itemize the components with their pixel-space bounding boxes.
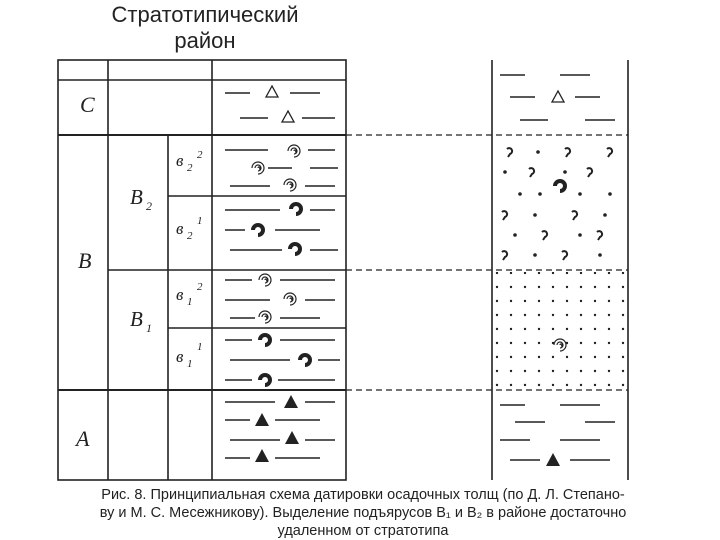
black-shell-icon [251,223,265,237]
layer-b-label: B [78,248,92,273]
zone-b2-1-pattern [225,210,338,250]
black-shell-icon [288,242,302,256]
layer-c-pattern-left [225,93,335,118]
black-shell-icon [298,353,312,367]
black-shell-icon [289,202,303,216]
triangle-outline-icon [282,111,294,122]
svg-text:2: 2 [187,162,193,174]
zone-b2-2-pattern [225,150,338,186]
spiral-fossil-icon [284,179,296,191]
ammonite-icon [259,274,271,286]
zone-b1-2-pattern [225,280,335,318]
zone-b1-1-pattern [225,340,340,380]
black-triangle-icon [255,413,269,426]
svg-text:B: B [130,307,143,331]
dotted-sandstone-fill [494,272,626,388]
zone-b2-1-label [176,215,203,242]
layer-a-pattern-right [500,405,615,460]
svg-text:1: 1 [197,341,203,353]
substage-b2-label [130,185,152,213]
svg-text:в: в [176,347,184,366]
spiral-fossil-icon [288,145,300,157]
zone-b1-2-label [176,281,203,308]
svg-text:1: 1 [187,296,193,308]
svg-text:1: 1 [187,358,193,370]
stratotype-column [58,60,346,480]
svg-text:1: 1 [197,215,203,227]
svg-text:в: в [176,219,184,238]
svg-text:1: 1 [146,321,152,335]
black-triangle-icon [285,431,299,444]
svg-text:в: в [176,285,184,304]
spiral-fossil-icon [252,162,264,174]
ammonite-icon [259,311,271,323]
svg-text:B: B [130,185,143,209]
figure-caption [58,486,668,540]
title-line-1: Стратотипический [111,2,299,27]
layer-a-label: A [76,426,90,451]
zone-b2-2-label [176,149,203,174]
black-triangle-icon [546,453,560,466]
remote-b2-pattern [502,148,612,260]
triangle-outline-icon [266,86,278,97]
triangle-outline-icon [552,91,564,102]
black-shell-icon [553,179,567,193]
zone-b1-1-label [176,341,203,370]
layer-a-pattern-left [225,402,335,458]
black-shell-icon [258,333,272,347]
title-line-2: район [174,28,236,53]
svg-text:2: 2 [146,199,152,213]
substage-b1-label [130,307,152,335]
caption-line-3: удаленном от стратотипа [277,523,449,539]
black-triangle-icon [284,395,298,408]
ammonite-icon [284,293,296,305]
svg-text:в: в [176,151,184,170]
layer-c-label: C [80,92,95,117]
layer-c-pattern-right [500,75,615,120]
black-shell-icon [258,373,272,387]
svg-text:2: 2 [197,281,203,293]
black-triangle-icon [255,449,269,462]
svg-text:2: 2 [197,149,203,161]
svg-text:2: 2 [187,230,193,242]
caption-line-1: Рис. 8. Принципиальная схема датировки осадочных толщ (по Д. Л. Степано- [101,487,625,503]
caption-line-2: ву и М. С. Месежникову). Выделение подъярусов B₁ и B₂ в районе достаточно [99,505,627,521]
